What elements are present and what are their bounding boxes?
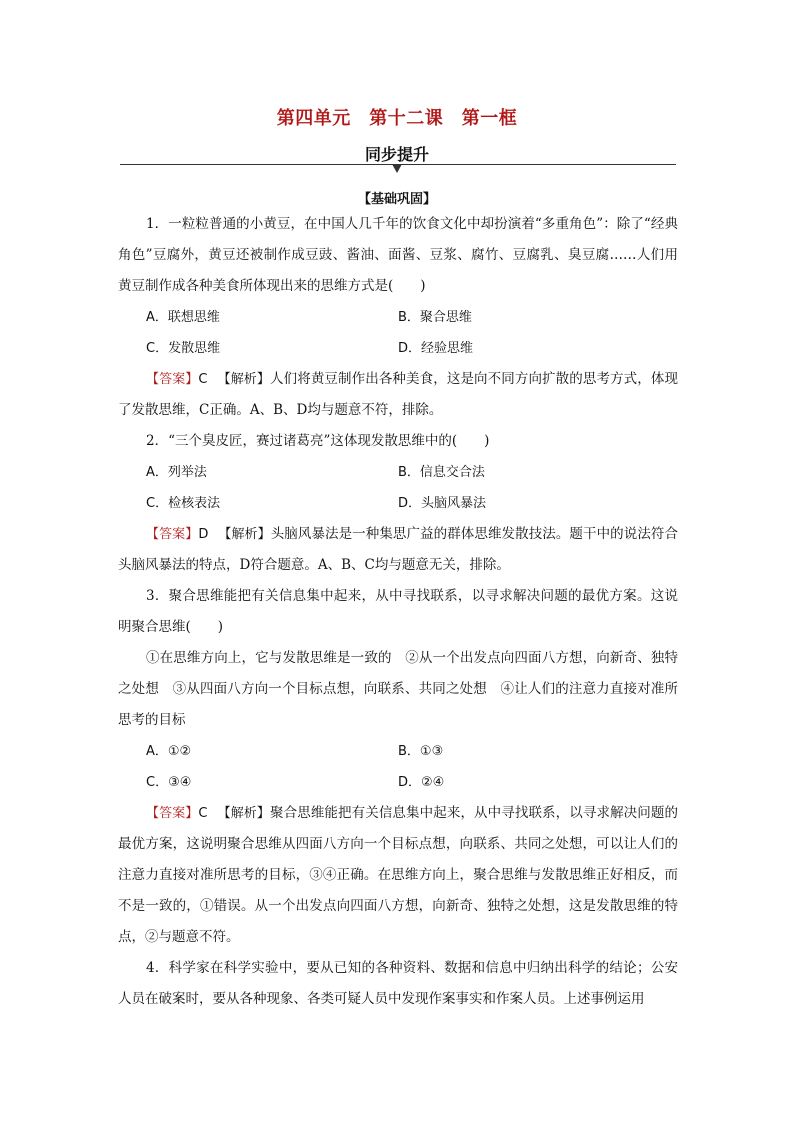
- question-2-option-c: C．检核表法: [146, 496, 221, 511]
- question-3-option-a: A．①②: [146, 744, 192, 759]
- question-list: [118, 209, 678, 1015]
- question-1-options-row-2: [118, 333, 678, 364]
- analysis-tag: 【解析】: [217, 372, 271, 387]
- question-3-option-d: D．②④: [398, 775, 445, 790]
- question-2-option-d: D．头脑风暴法: [398, 496, 487, 511]
- question-1-options-row-1: [118, 302, 678, 333]
- analysis-tag: 【解析】: [218, 527, 271, 542]
- question-1-answer: [118, 364, 678, 426]
- question-3-options-row-2: [118, 767, 678, 798]
- analysis-text: 人们将黄豆制作出各种美食，这是向不同方向扩散的思考方式，体现了发散思维，C正确。A、B、D均与题意不符，排除。: [118, 371, 678, 418]
- page-title: 第四单元 第十二课 第一框: [276, 108, 518, 129]
- question-2-options-row-1: [118, 457, 678, 488]
- answer-tag: 【答案】: [146, 527, 199, 542]
- triangle-marker-icon: [392, 164, 402, 173]
- answer-letter: C: [198, 372, 208, 387]
- question-2-answer: [118, 519, 678, 581]
- question-2-option-b: B．信息交合法: [398, 465, 485, 480]
- question-2-options-row-2: [118, 488, 678, 519]
- answer-letter: D: [198, 527, 209, 542]
- question-1-option-b: B．聚合思维: [398, 310, 472, 325]
- question-3-statements: ①在思维方向上，它与发散思维是一致的 ②从一个出发点向四面八方想，向新奇、独特之处想 ③从四面八方向一个目标点想，向联系、共同之处想 ④让人们的注意力直接对准所思考的目标: [118, 650, 678, 728]
- answer-tag: 【答案】: [146, 806, 199, 821]
- page-subtitle: 同步提升: [364, 145, 429, 164]
- question-4-stem: 4．科学家在科学实验中，要从已知的各种资料、数据和信息中归纳出科学的结论；公安人员在破案时，要从各种现象、各类可疑人员中发现作案事实和作案人员。上述事例运用: [118, 960, 678, 1007]
- question-1-option-a: A．联想思维: [146, 310, 220, 325]
- question-1-stem: 1．一粒粒普通的小黄豆，在中国人几千年的饮食文化中却扮演着“多重角色”：除了“经典角色”豆腐外，黄豆还被制作成豆豉、酱油、面酱、豆浆、腐竹、豆腐乳、臭豆腐……人们用黄豆制作成各种美食所体现出来的思维方式是( ): [118, 216, 678, 294]
- answer-letter: C: [198, 806, 208, 821]
- analysis-text: 头脑风暴法是一种集思广益的群体思维发散技法。题干中的说法符合头脑风暴法的特点，D符合题意。A、B、C均与题意无关，排除。: [118, 526, 678, 573]
- question-1-option-c: C．发散思维: [146, 341, 221, 356]
- question-1-option-d: D．经验思维: [398, 341, 474, 356]
- question-2-stem: 2．“三个臭皮匠，赛过诸葛亮”这体现发散思维中的( ): [146, 433, 490, 449]
- section-heading: 【基础巩固】: [357, 192, 436, 207]
- analysis-tag: 【解析】: [217, 806, 271, 821]
- answer-tag: 【答案】: [146, 372, 199, 387]
- analysis-text: 聚合思维能把有关信息集中起来，从中寻找联系，以寻求解决问题的最优方案，这说明聚合思维从四面八方向一个目标点想，向联系、共同之处想，可以让人们的注意力直接对准所思考的目标，③④正确。在思维方向上，聚合思维与发散思维正好相反，而不是一致的，①错误。从一个出发点向四面八方想，向新奇、独特之处想，这是发散思维的特点，②与题意不符。: [118, 805, 678, 945]
- question-3-stem: 3．聚合思维能把有关信息集中起来，从中寻找联系，以寻求解决问题的最优方案。这说明聚合思维( ): [118, 588, 678, 635]
- question-3-answer: [118, 798, 678, 953]
- question-3-option-c: C．③④: [146, 775, 192, 790]
- question-3-option-b: B．①③: [398, 744, 444, 759]
- question-2-option-a: A．列举法: [146, 465, 207, 480]
- question-3-options-row-1: [118, 736, 678, 767]
